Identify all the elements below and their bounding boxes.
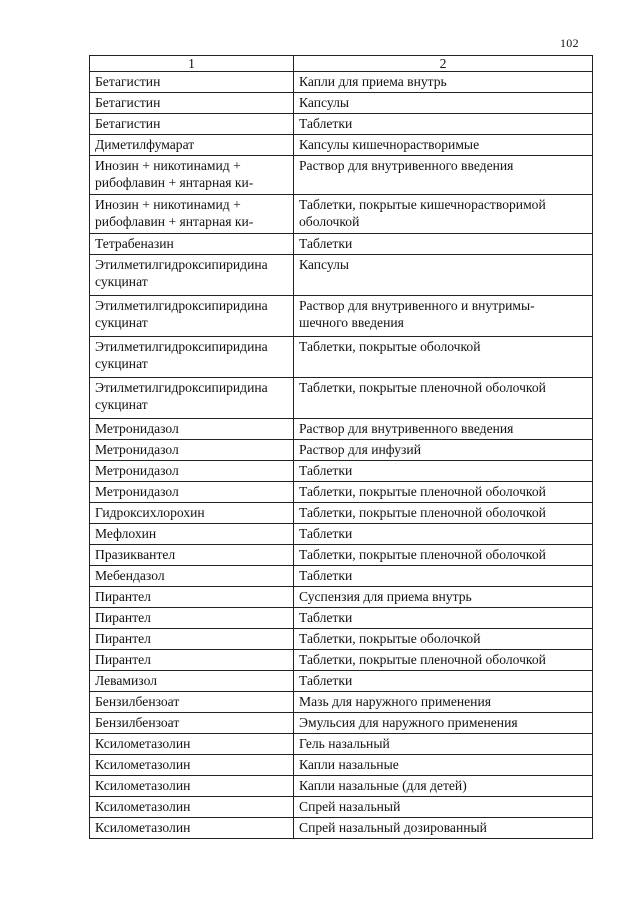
form-cell xyxy=(294,650,593,671)
substance-name: Метронидазол xyxy=(95,442,179,457)
dosage-form: Таблетки xyxy=(299,116,353,131)
substance-cell xyxy=(90,135,294,156)
substance-name: Мебендазол xyxy=(95,568,165,583)
substance-cell xyxy=(90,566,294,587)
form-cell xyxy=(294,608,593,629)
form-cell xyxy=(294,296,593,337)
form-cell xyxy=(294,114,593,135)
form-cell xyxy=(294,629,593,650)
substance-cell xyxy=(90,255,294,296)
dosage-form: Капли назальные xyxy=(299,757,399,772)
dosage-form: Таблетки xyxy=(299,568,353,583)
dosage-form: Раствор для внутривенного введения xyxy=(299,158,514,173)
dosage-form: Мазь для наружного применения xyxy=(299,694,491,709)
dosage-form: Таблетки, покрытые пленочной оболочкой xyxy=(299,484,546,499)
substance-cell xyxy=(90,378,294,419)
table-row xyxy=(90,135,593,156)
dosage-form: Капсулы xyxy=(299,95,349,110)
dosage-form: Таблетки, покрытые пленочной оболочкой xyxy=(299,652,546,667)
dosage-form: Таблетки, покрытые пленочной оболочкой xyxy=(299,547,546,562)
substance-name: Ксилометазолин xyxy=(95,778,191,793)
dosage-form: Таблетки xyxy=(299,463,353,478)
substance-name: Инозин + никотинамид + рибофлавин + янтарная ки- xyxy=(95,197,254,229)
form-cell xyxy=(294,419,593,440)
dosage-form: Раствор для внутривенного и внутримы- шечного введения xyxy=(299,298,535,330)
table-row xyxy=(90,566,593,587)
form-cell xyxy=(294,545,593,566)
form-cell xyxy=(294,378,593,419)
dosage-form: Капсулы кишечнорастворимые xyxy=(299,137,480,152)
substance-name: Этилметилгидроксипиридина сукцинат xyxy=(95,380,268,412)
form-cell xyxy=(294,776,593,797)
substance-name: Пирантел xyxy=(95,589,151,604)
substance-name: Бензилбензоат xyxy=(95,715,180,730)
substance-cell xyxy=(90,72,294,93)
substance-name: Метронидазол xyxy=(95,421,179,436)
substance-name: Бетагистин xyxy=(95,116,161,131)
table-row xyxy=(90,234,593,255)
substance-name: Этилметилгидроксипиридина сукцинат xyxy=(95,339,268,371)
table-header-row xyxy=(90,56,593,72)
substance-cell xyxy=(90,482,294,503)
dosage-form: Раствор для внутривенного введения xyxy=(299,421,514,436)
dosage-form: Таблетки, покрытые пленочной оболочкой xyxy=(299,380,546,395)
dosage-form: Таблетки, покрытые кишечнорастворимой оболочкой xyxy=(299,197,546,229)
substance-cell xyxy=(90,524,294,545)
substance-cell xyxy=(90,337,294,378)
substance-cell xyxy=(90,114,294,135)
form-cell xyxy=(294,482,593,503)
substance-cell xyxy=(90,755,294,776)
substance-cell xyxy=(90,818,294,839)
table-row xyxy=(90,608,593,629)
table-row xyxy=(90,503,593,524)
table-row xyxy=(90,818,593,839)
dosage-form: Спрей назальный xyxy=(299,799,401,814)
table-row xyxy=(90,72,593,93)
form-cell xyxy=(294,524,593,545)
substance-cell xyxy=(90,776,294,797)
table-row xyxy=(90,671,593,692)
substance-cell xyxy=(90,296,294,337)
table-row xyxy=(90,650,593,671)
substance-cell xyxy=(90,713,294,734)
table-row xyxy=(90,629,593,650)
substance-name: Пирантел xyxy=(95,610,151,625)
substance-name: Ксилометазолин xyxy=(95,799,191,814)
table-row xyxy=(90,797,593,818)
table-row xyxy=(90,114,593,135)
table-row xyxy=(90,734,593,755)
dosage-form: Спрей назальный дозированный xyxy=(299,820,487,835)
table-row xyxy=(90,482,593,503)
substance-cell xyxy=(90,797,294,818)
dosage-form: Таблетки xyxy=(299,673,353,688)
form-cell xyxy=(294,503,593,524)
substance-cell xyxy=(90,587,294,608)
table-row xyxy=(90,195,593,234)
dosage-form: Суспензия для приема внутрь xyxy=(299,589,472,604)
substance-cell xyxy=(90,650,294,671)
table-row xyxy=(90,419,593,440)
substance-name: Ксилометазолин xyxy=(95,757,191,772)
form-cell xyxy=(294,255,593,296)
form-cell xyxy=(294,671,593,692)
dosage-form: Таблетки xyxy=(299,610,353,625)
form-cell xyxy=(294,566,593,587)
substance-cell xyxy=(90,461,294,482)
substance-name: Этилметилгидроксипиридина сукцинат xyxy=(95,257,268,289)
table-row xyxy=(90,524,593,545)
form-cell xyxy=(294,135,593,156)
form-cell xyxy=(294,587,593,608)
table-row xyxy=(90,337,593,378)
form-cell xyxy=(294,440,593,461)
substance-name: Тетрабеназин xyxy=(95,236,174,251)
substance-cell xyxy=(90,503,294,524)
substance-cell xyxy=(90,234,294,255)
table-row xyxy=(90,776,593,797)
form-cell xyxy=(294,755,593,776)
dosage-form: Капсулы xyxy=(299,257,349,272)
dosage-form: Капли для приема внутрь xyxy=(299,74,447,89)
form-cell xyxy=(294,818,593,839)
table-row xyxy=(90,156,593,195)
dosage-form: Таблетки xyxy=(299,526,353,541)
page-number: 102 xyxy=(560,36,579,50)
substance-name: Левамизол xyxy=(95,673,158,688)
dosage-form: Таблетки, покрытые оболочкой xyxy=(299,631,481,646)
form-cell xyxy=(294,93,593,114)
column-header-1: 1 xyxy=(90,56,294,72)
dosage-form: Гель назальный xyxy=(299,736,390,751)
substance-cell xyxy=(90,440,294,461)
substance-name: Этилметилгидроксипиридина сукцинат xyxy=(95,298,268,330)
substance-cell xyxy=(90,608,294,629)
form-cell xyxy=(294,72,593,93)
substance-name: Бетагистин xyxy=(95,74,161,89)
substance-cell xyxy=(90,156,294,195)
table-row xyxy=(90,93,593,114)
table-row xyxy=(90,296,593,337)
table-row xyxy=(90,255,593,296)
dosage-form: Эмульсия для наружного применения xyxy=(299,715,518,730)
substance-name: Пирантел xyxy=(95,652,151,667)
substance-cell xyxy=(90,734,294,755)
table-row xyxy=(90,461,593,482)
substance-cell xyxy=(90,629,294,650)
form-cell xyxy=(294,156,593,195)
dosage-form: Таблетки, покрытые оболочкой xyxy=(299,339,481,354)
dosage-form: Таблетки, покрытые пленочной оболочкой xyxy=(299,505,546,520)
dosage-form: Капли назальные (для детей) xyxy=(299,778,467,793)
table-row xyxy=(90,692,593,713)
form-cell xyxy=(294,713,593,734)
table-row xyxy=(90,440,593,461)
dosage-form: Таблетки xyxy=(299,236,353,251)
substance-name: Инозин + никотинамид + рибофлавин + янтарная ки- xyxy=(95,158,254,190)
substance-cell xyxy=(90,195,294,234)
substance-name: Мефлохин xyxy=(95,526,157,541)
table-row xyxy=(90,587,593,608)
substance-name: Бензилбензоат xyxy=(95,694,180,709)
table-row xyxy=(90,378,593,419)
table-row xyxy=(90,713,593,734)
substance-cell xyxy=(90,692,294,713)
substance-name: Ксилометазолин xyxy=(95,736,191,751)
form-cell xyxy=(294,461,593,482)
substance-name: Бетагистин xyxy=(95,95,161,110)
substance-cell xyxy=(90,671,294,692)
dosage-form: Раствор для инфузий xyxy=(299,442,421,457)
form-cell xyxy=(294,692,593,713)
substance-cell xyxy=(90,419,294,440)
table-row xyxy=(90,545,593,566)
substance-cell xyxy=(90,545,294,566)
form-cell xyxy=(294,797,593,818)
substance-name: Диметилфумарат xyxy=(95,137,195,152)
table-row xyxy=(90,755,593,776)
drug-table xyxy=(89,55,593,839)
substance-name: Пирантел xyxy=(95,631,151,646)
substance-name: Метронидазол xyxy=(95,463,179,478)
form-cell xyxy=(294,337,593,378)
substance-name: Гидроксихлорохин xyxy=(95,505,205,520)
substance-name: Метронидазол xyxy=(95,484,179,499)
form-cell xyxy=(294,234,593,255)
column-header-2: 2 xyxy=(294,56,593,72)
substance-cell xyxy=(90,93,294,114)
substance-name: Празиквантел xyxy=(95,547,176,562)
form-cell xyxy=(294,734,593,755)
substance-name: Ксилометазолин xyxy=(95,820,191,835)
form-cell xyxy=(294,195,593,234)
